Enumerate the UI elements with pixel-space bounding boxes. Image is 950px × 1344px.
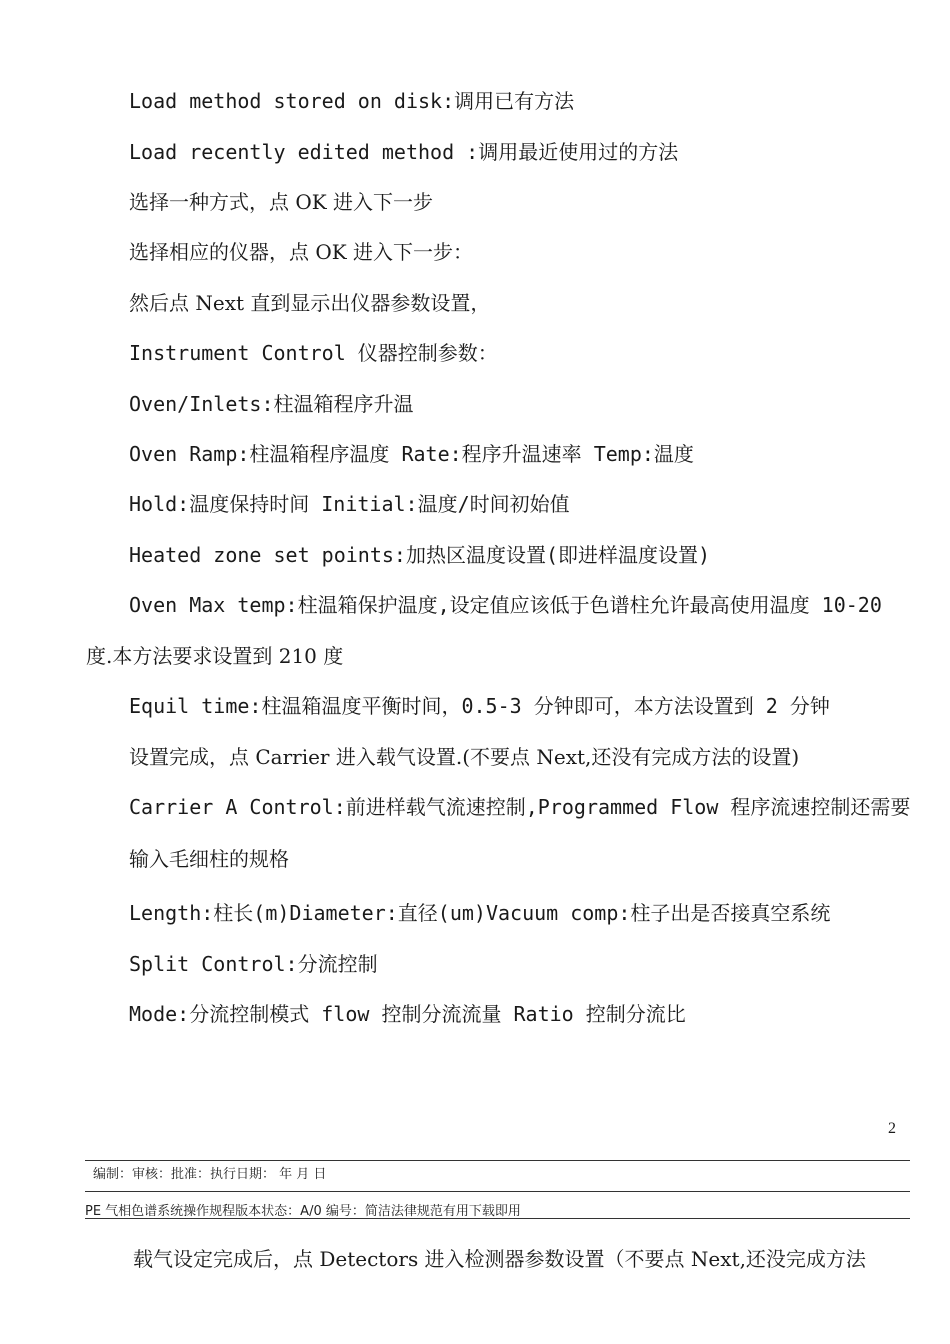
text-line-carrier-setup: 设置完成，点 Carrier 进入载气设置.(不要点 Next,还没有完成方法的设置): [129, 745, 800, 769]
text-line-oven-ramp: Oven Ramp:柱温箱程序温度 Rate:程序升温速率 Temp:温度: [129, 442, 694, 466]
text-line-length: Length:柱长(m)Diameter:直径(um)Vacuum comp:柱子出是否接真空系统: [129, 901, 831, 925]
text-line-heated-zone: Heated zone set points:加热区温度设置(即进样温度设置): [129, 543, 711, 567]
text-line-carrier-control: Carrier A Control:前进样载气流速控制,Programmed Flow 程序流速控制还需要: [129, 795, 911, 819]
footer-rule-bottom: [85, 1218, 910, 1219]
text-line-oven-max: Oven Max temp:柱温箱保护温度,设定值应该低于色谱柱允许最高使用温度 10-20: [129, 593, 882, 617]
text-line-load-disk: Load method stored on disk:调用已有方法: [129, 89, 575, 113]
text-line-capillary-spec: 输入毛细柱的规格: [129, 847, 289, 871]
text-line-load-recent: Load recently edited method :调用最近使用过的方法: [129, 140, 679, 164]
text-line-mode: Mode:分流控制模式 flow 控制分流流量 Ratio 控制分流比: [129, 1002, 686, 1026]
text-line-oven-max-cont: 度.本方法要求设置到 210 度: [86, 644, 344, 668]
text-line-split-control: Split Control:分流控制: [129, 952, 378, 976]
page-number: 2: [888, 1120, 896, 1137]
text-line-next: 然后点 Next 直到显示出仪器参数设置，: [129, 291, 491, 315]
footer-rule-middle: [85, 1191, 910, 1192]
text-line-equil-time: Equil time:柱温箱温度平衡时间，0.5-3 分钟即可，本方法设置到 2 分钟: [129, 694, 830, 718]
footer-rule-top: [85, 1160, 910, 1161]
text-line-instrument-control: Instrument Control 仪器控制参数：: [129, 341, 498, 365]
text-line-oven-inlets: Oven/Inlets:柱温箱程序升温: [129, 392, 414, 416]
text-line-select-mode: 选择一种方式，点 OK 进入下一步: [129, 190, 434, 214]
text-line-detectors: 载气设定完成后，点 Detectors 进入检测器参数设置（不要点 Next,还没完成方法: [133, 1247, 866, 1271]
footer-signatures: 编制：审核：批准：执行日期： 年 月 日: [93, 1167, 327, 1182]
footer-document-info: PE 气相色谱系统操作规程版本状态：A/0 编号：简洁法律规范有用下载即用: [85, 1204, 521, 1219]
text-line-hold: Hold:温度保持时间 Initial:温度/时间初始值: [129, 492, 570, 516]
text-line-select-instrument: 选择相应的仪器，点 OK 进入下一步：: [129, 240, 474, 264]
